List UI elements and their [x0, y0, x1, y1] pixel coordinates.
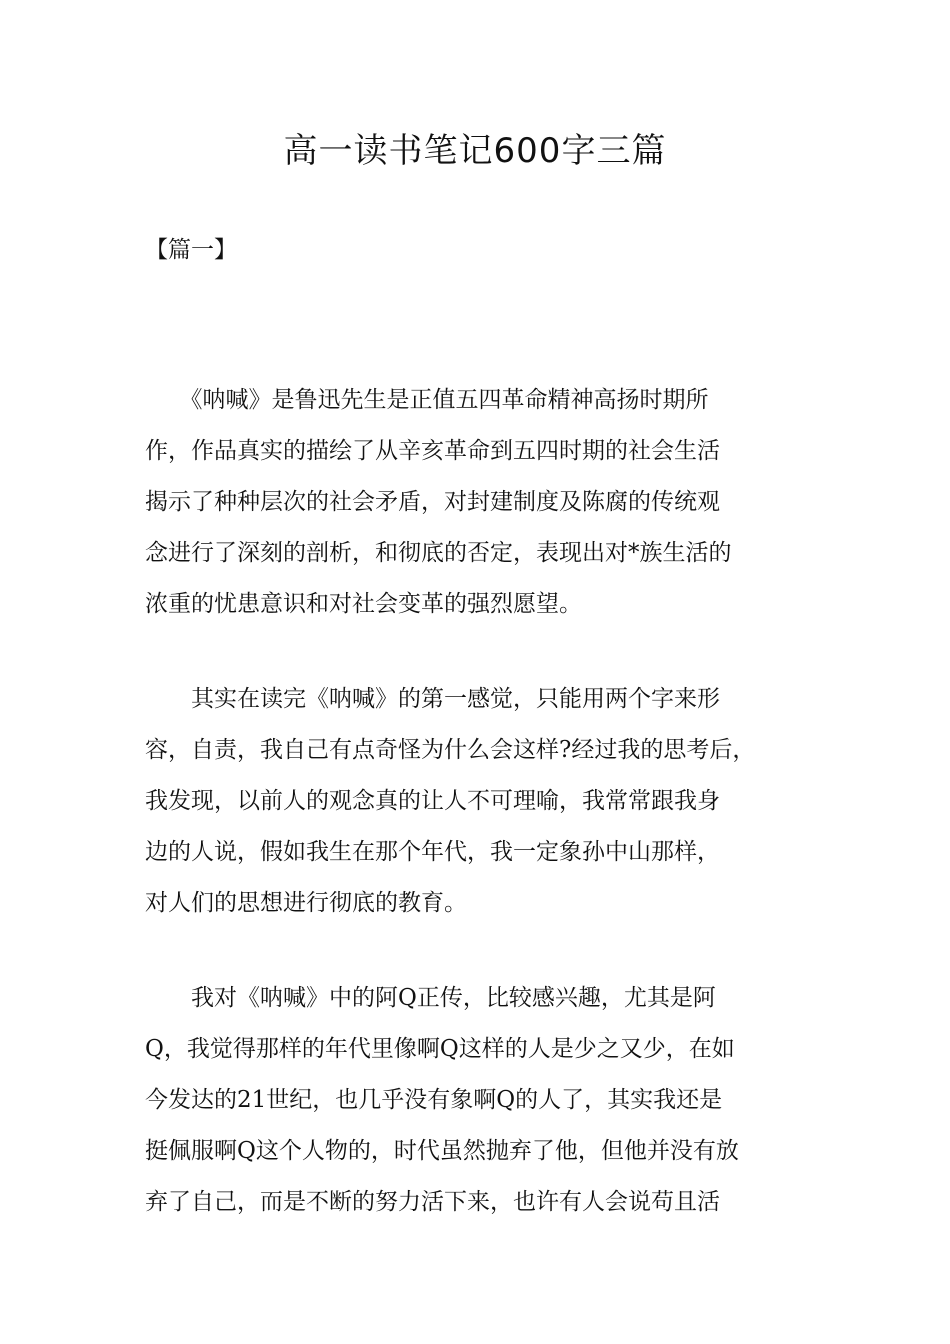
paragraph — [145, 674, 815, 929]
section-label: 【篇一】 — [145, 237, 237, 263]
paragraph-line: 我对《呐喊》中的阿Q正传，比较感兴趣，尤其是阿 — [145, 985, 716, 1011]
paragraph-line: 其实在读完《呐喊》的第一感觉，只能用两个字来形 — [145, 686, 720, 712]
paragraph-line: 念进行了深刻的剖析，和彻底的否定，表现出对*族生活的 — [145, 540, 732, 566]
paragraph-line: 作，作品真实的描绘了从辛亥革命到五四时期的社会生活 — [145, 438, 720, 464]
paragraph-line: 容，自责，我自己有点奇怪为什么会这样?经过我的思考后， — [145, 737, 756, 763]
paragraph-line: 《呐喊》是鲁迅先生是正值五四革命精神高扬时期所 — [145, 387, 709, 413]
paragraph-line: 对人们的思想进行彻底的教育。 — [145, 890, 467, 916]
paragraph-line: 弃了自己，而是不断的努力活下来，也许有人会说苟且活 — [145, 1189, 720, 1215]
paragraph — [145, 375, 815, 630]
paragraph-line: 揭示了种种层次的社会矛盾，对封建制度及陈腐的传统观 — [145, 489, 720, 515]
paragraph-line: 我发现，以前人的观念真的让人不可理喻，我常常跟我身 — [145, 788, 720, 814]
paragraph-line: Q，我觉得那样的年代里像啊Q这样的人是少之又少，在如 — [145, 1036, 735, 1062]
document-title: 高一读书笔记600字三篇 — [283, 131, 667, 171]
paragraph-line: 浓重的忧患意识和对社会变革的强烈愿望。 — [145, 591, 582, 617]
paragraph-line: 今发达的21世纪，也几乎没有象啊Q的人了，其实我还是 — [145, 1087, 723, 1113]
paragraph-line: 边的人说，假如我生在那个年代，我一定象孙中山那样， — [145, 839, 720, 865]
paragraph — [145, 973, 815, 1228]
paragraph-line: 挺佩服啊Q这个人物的，时代虽然抛弃了他，但他并没有放 — [145, 1138, 739, 1164]
